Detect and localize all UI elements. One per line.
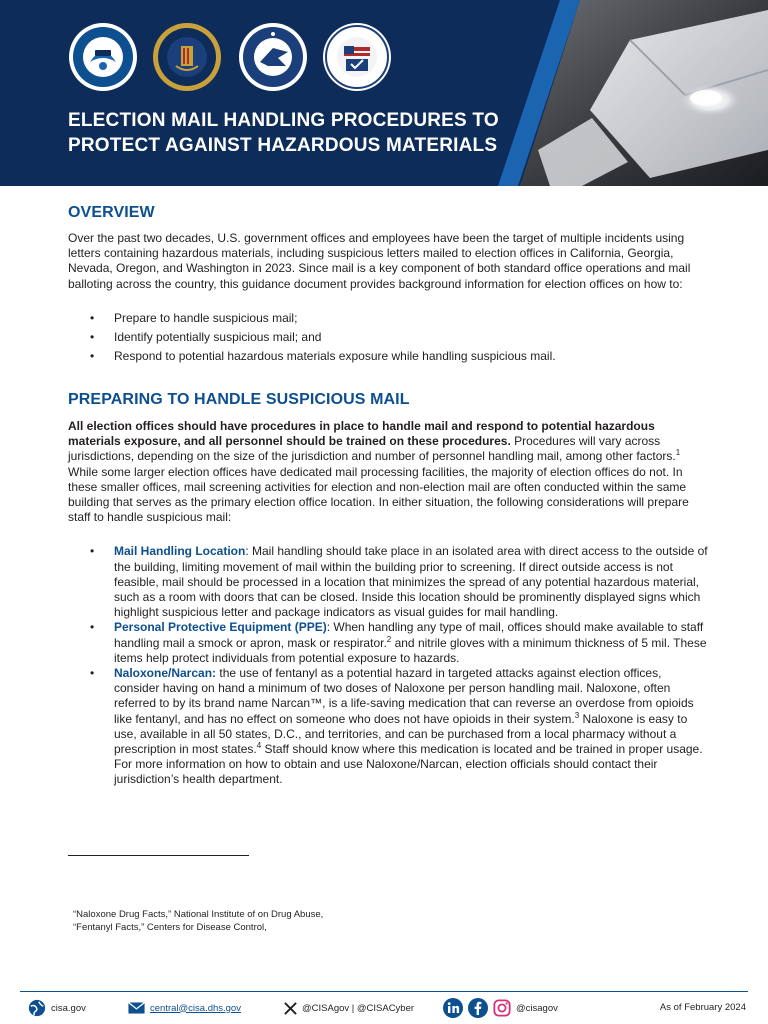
eac-seal-logo bbox=[322, 22, 392, 92]
list-item: • Respond to potential hazardous materials exposure while handling suspicious mail. bbox=[68, 349, 708, 364]
cisa-seal-logo bbox=[68, 22, 138, 92]
list-item-naloxone bbox=[68, 666, 708, 788]
main-content bbox=[68, 204, 708, 788]
social-handle-text[interactable]: @cisagov bbox=[516, 1002, 558, 1014]
document-title-line-2: PROTECT AGAINST HAZARDOUS MATERIALS bbox=[68, 135, 498, 156]
item-text: : When handling any type of mail, offices should make available to staff handling mail a smock or apron, mask or respirator. bbox=[114, 620, 704, 650]
document-title-line-1: ELECTION MAIL HANDLING PROCEDURES TO bbox=[68, 110, 499, 131]
footer-divider bbox=[20, 991, 748, 992]
linkedin-icon[interactable] bbox=[443, 998, 463, 1018]
overview-paragraph: Over the past two decades, U.S. government offices and employees have been the target of multiple incidents using letters containing hazardous materials, including suspicious letters mailed to election offices in California, Georgia, Nevada, Oregon, and Washington in 2023. Since mail is a key component of both standard office operations and mail balloting across the country, this guidance document provides background information for election offices on how to: bbox=[68, 231, 691, 291]
footnote-ref-2: 2 bbox=[386, 634, 392, 644]
item-text: Staff should know where this medication is located and be trained in proper usage. For more information on how to obtain and use Naloxone/Narcan, election officials should contact their jurisdiction’s health department. bbox=[114, 742, 703, 787]
item-text: and nitrile gloves with a minimum thickness of 5 mil. These items help protect individuals from potential exposure to hazards. bbox=[114, 635, 707, 665]
envelope-icon bbox=[128, 1002, 145, 1014]
website-link[interactable]: cisa.gov bbox=[51, 1002, 86, 1014]
list-item: • Identify potentially suspicious mail; and bbox=[68, 330, 708, 345]
overview-heading: OVERVIEW bbox=[68, 204, 155, 221]
globe-icon bbox=[28, 999, 46, 1017]
item-text: : Mail handling should take place in an isolated area with direct access to the outside of the building, limiting movement of mail within the building prior to screening. If direct outside access is not feasible, mail should be processed in a location that minimizes the spread of any potential hazardous material, such as a room with doors that can be closed. Inside this location should be prominently displayed signs which highlight suspicious letter and package indicators as visual guides for mail handling. bbox=[114, 544, 708, 620]
facebook-icon[interactable] bbox=[468, 998, 488, 1018]
header-banner bbox=[0, 0, 768, 186]
footnotes bbox=[73, 909, 673, 934]
preparing-heading: PREPARING TO HANDLE SUSPICIOUS MAIL bbox=[68, 391, 410, 409]
list-item-mail-handling-location bbox=[68, 544, 708, 620]
footer-website[interactable] bbox=[28, 996, 86, 1020]
fbi-seal-logo bbox=[152, 22, 222, 92]
term-ppe: Personal Protective Equipment (PPE) bbox=[114, 620, 327, 635]
footer-social[interactable] bbox=[443, 996, 558, 1020]
list-item: • Prepare to handle suspicious mail; bbox=[68, 311, 708, 326]
considerations-list bbox=[68, 544, 708, 787]
x-logo-icon bbox=[284, 1002, 297, 1015]
term-mail-handling-location: Mail Handling Location bbox=[114, 544, 246, 559]
instagram-icon[interactable] bbox=[493, 999, 511, 1017]
list-item-ppe bbox=[68, 620, 708, 666]
usps-inspection-seal-logo bbox=[238, 22, 308, 92]
term-naloxone: Naloxone/Narcan: bbox=[114, 666, 217, 681]
preparing-bold-lead: All election offices should have procedures in place to handle mail and respond to potential hazardous materials exposure, and all personnel should be trained on these procedures. bbox=[68, 419, 655, 449]
footer bbox=[0, 996, 768, 1022]
footnote: “Fentanyl Facts,” Centers for Disease Control, bbox=[73, 921, 267, 933]
envelope-powder-photo bbox=[520, 0, 768, 186]
footnote-ref-4: 4 bbox=[256, 741, 262, 751]
footer-x-handles[interactable] bbox=[284, 996, 414, 1020]
preparing-paragraph bbox=[68, 419, 708, 525]
preparing-text-2: While some larger election offices have dedicated mail processing facilities, the majority of election offices do not. In these smaller offices, mail screening activities for election and non-election mail are often conducted within the same building that serves as the primary election office location. In either situation, the following considerations will prepare staff to handle suspicious mail: bbox=[68, 464, 689, 525]
email-link[interactable]: central@cisa.dhs.gov bbox=[150, 1002, 241, 1014]
item-text: Naloxone is easy to use, available in all 50 states, D.C., and territories, and can be purchased from a local pharmacy without a prescription in most states. bbox=[114, 711, 688, 757]
x-handles-text[interactable]: @CISAgov | @CISACyber bbox=[302, 1002, 415, 1014]
footnote-ref-1: 1 bbox=[675, 448, 681, 458]
footer-email[interactable] bbox=[128, 996, 241, 1020]
item-text: the use of fentanyl as a potential hazard in targeted attacks against election offices, consider having on hand a minimum of two doses of Naloxone per person handling mail. Naloxone, often referred to by its brand name Narcan™, is a life-saving medication that can reverse an overdose from opioids like fentanyl, and has no effect on someone who does not have opioids in their system. bbox=[114, 666, 694, 726]
footnote-separator bbox=[68, 855, 249, 856]
overview-bullet-list bbox=[68, 311, 708, 364]
preparing-text-1: Procedures will vary across jurisdictions, depending on the size of the jurisdiction and number of personnel handling mail, among other factors. bbox=[68, 434, 676, 464]
as-of-date: As of February 2024 bbox=[659, 1002, 746, 1013]
footnote: “Naloxone Drug Facts,” National Institute of on Drug Abuse, bbox=[73, 909, 324, 920]
document-title bbox=[68, 108, 508, 158]
footnote-ref-3: 3 bbox=[574, 710, 580, 720]
